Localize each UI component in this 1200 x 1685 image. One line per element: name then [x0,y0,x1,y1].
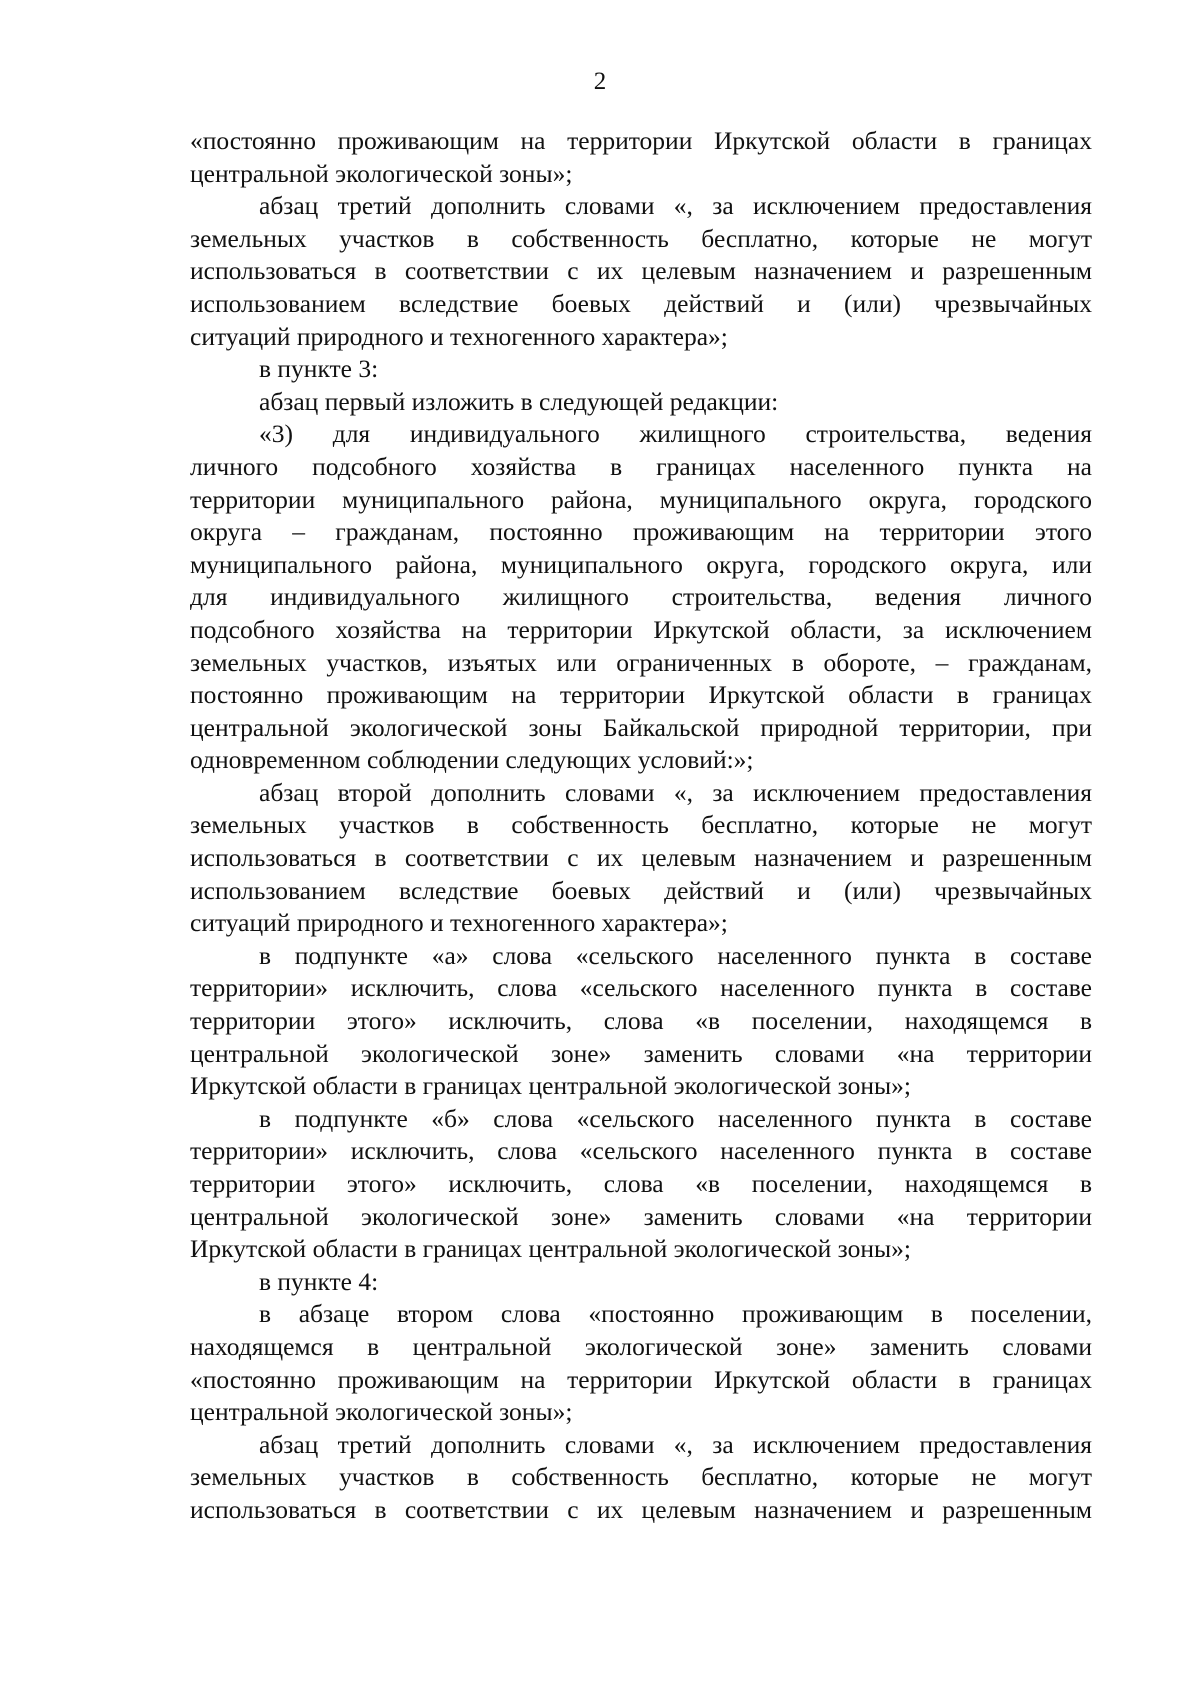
text-line: округа – гражданам, постоянно проживающим на территории этого [190,517,1092,547]
text-line: для индивидуального жилищного строительства, ведения личного [190,582,1092,612]
text-line: абзац второй дополнить словами «, за исключением предоставления [259,777,1092,807]
text-line: в абзаце втором слова «постоянно проживающим в поселении, [259,1299,1092,1329]
text-line: центральной экологической зоны Байкальской природной территории, при [190,712,1092,742]
text-line: «3) для индивидуального жилищного строительства, ведения [259,419,1092,449]
text-line: постоянно проживающим на территории Иркутской области в границах [190,680,1092,710]
text-line: земельных участков в собственность бесплатно, которые не могут [190,223,1092,253]
text-line: одновременном соблюдении следующих условий:»; [190,745,754,775]
text-line: личного подсобного хозяйства в границах населенного пункта на [190,451,1092,481]
text-line: в пункте 4: [259,1266,379,1296]
document-body [190,125,1092,1527]
text-line: использоваться в соответствии с их целевым назначением и разрешенным [190,256,1092,286]
text-line: территории муниципального района, муниципального округа, городского [190,484,1092,514]
text-line: использованием вследствие боевых действий и (или) чрезвычайных [190,875,1092,905]
text-line: абзац третий дополнить словами «, за исключением предоставления [259,1429,1092,1459]
text-line: использованием вследствие боевых действий и (или) чрезвычайных [190,288,1092,318]
text-line: в подпункте «а» слова «сельского населенного пункта в составе [259,940,1092,970]
text-line: использоваться в соответствии с их целевым назначением и разрешенным [190,843,1092,873]
text-line: Иркутской области в границах центральной экологической зоны»; [190,1071,911,1101]
text-line: ситуаций природного и техногенного характера»; [190,908,728,938]
text-line: абзац первый изложить в следующей редакции: [259,386,779,416]
text-line: ситуаций природного и техногенного характера»; [190,321,728,351]
text-line: центральной экологической зоны»; [190,1397,573,1427]
text-line: подсобного хозяйства на территории Иркутской области, за исключением [190,614,1092,644]
text-line: центральной экологической зоне» заменить словами «на территории [190,1201,1092,1231]
text-line: в пункте 3: [259,354,379,384]
text-line: территории этого» исключить, слова «в поселении, находящемся в [190,1169,1092,1198]
text-line: территории» исключить, слова «сельского населенного пункта в составе [190,1136,1092,1166]
text-line: центральной экологической зоны»; [190,158,573,188]
text-line: центральной экологической зоне» заменить словами «на территории [190,1038,1092,1068]
text-line: муниципального района, муниципального округа, городского округа, или [190,549,1092,579]
text-line: в подпункте «б» слова «сельского населенного пункта в составе [259,1103,1092,1133]
text-line: Иркутской области в границах центральной экологической зоны»; [190,1234,911,1264]
text-line: «постоянно проживающим на территории Иркутской области в границах [190,1364,1092,1394]
text-line: земельных участков в собственность бесплатно, которые не могут [190,1462,1092,1492]
text-line: территории этого» исключить, слова «в поселении, находящемся в [190,1006,1092,1036]
text-line: использоваться в соответствии с их целевым назначением и разрешенным [190,1494,1092,1524]
text-line: абзац третий дополнить словами «, за исключением предоставления [259,191,1092,221]
text-line: «постоянно проживающим на территории Иркутской области в границах [190,126,1092,155]
text-line: находящемся в центральной экологической зоне» заменить словами [190,1331,1092,1361]
text-line: земельных участков в собственность бесплатно, которые не могут [190,810,1092,840]
text-line: земельных участков, изъятых или ограниченных в обороте, – гражданам, [190,647,1092,677]
page-number: 2 [593,68,607,95]
text-line: территории» исключить, слова «сельского населенного пункта в составе [190,973,1092,1003]
